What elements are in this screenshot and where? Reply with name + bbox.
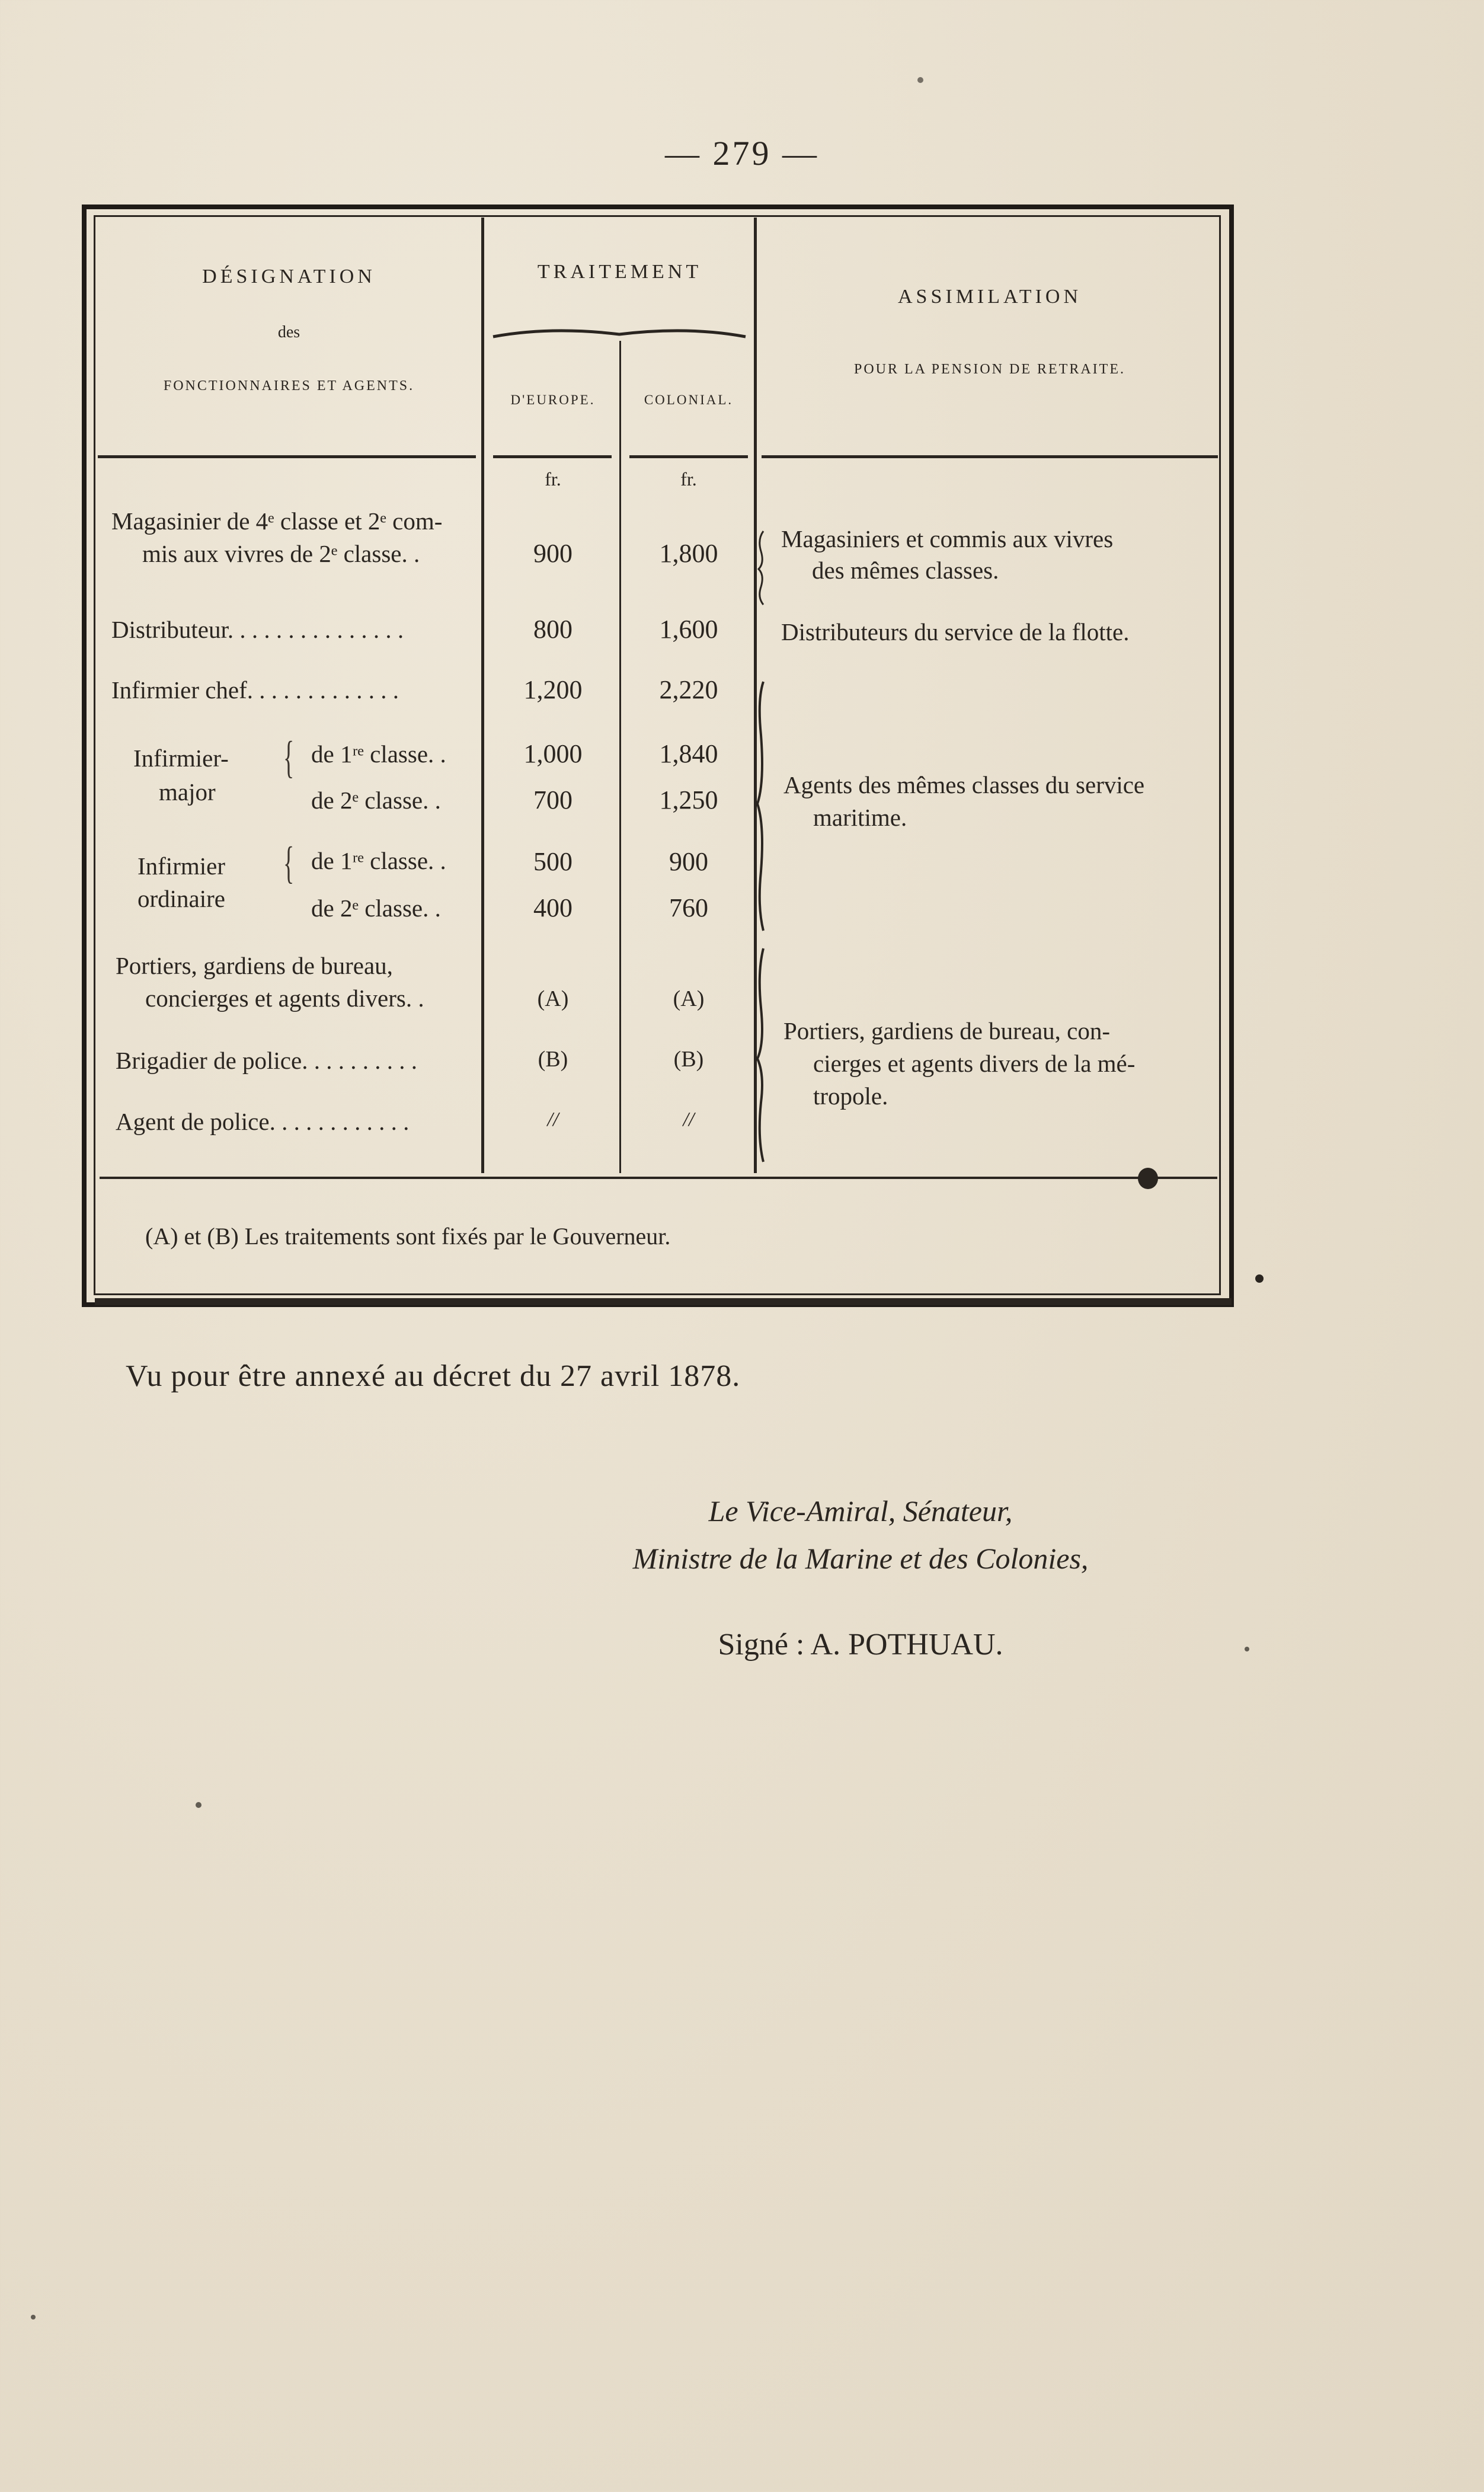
brace: {: [283, 733, 295, 782]
europe-value: 800: [533, 615, 573, 644]
assimilation-text: Magasiniers et commis aux vivres: [781, 525, 1114, 552]
colonial-value: //: [683, 1108, 695, 1130]
signature-title: Le Vice-Amiral, Sénateur,: [708, 1494, 1013, 1528]
signature-ministry: Ministre de la Marine et des Colonies,: [632, 1542, 1089, 1575]
europe-value: 700: [533, 785, 573, 814]
group-label: major: [159, 778, 216, 806]
colonial-value: 760: [669, 893, 708, 922]
europe-value: 500: [533, 847, 573, 876]
designation-sub: FONCTIONNAIRES ET AGENTS.: [163, 378, 415, 394]
europe-value: 1,200: [523, 675, 583, 704]
assimilation-text: tropole.: [813, 1082, 888, 1110]
group-label: Infirmier: [137, 852, 225, 880]
ink-speck: [917, 77, 923, 83]
ink-speck: [196, 1802, 202, 1808]
ink-blot: [1138, 1168, 1158, 1189]
row-label: Distributeur. . . . . . . . . . . . . . .: [111, 616, 404, 643]
europe-header: D'EUROPE.: [510, 392, 596, 407]
unit-europe: fr.: [545, 468, 561, 490]
row-label: Portiers, gardiens de bureau,: [116, 952, 393, 979]
group-label: Infirmier-: [133, 745, 229, 772]
europe-value: 400: [533, 893, 573, 922]
row-label: Agent de police. . . . . . . . . . . .: [116, 1108, 410, 1135]
colonial-value: 2,220: [659, 675, 718, 704]
colonial-value: 1,250: [659, 785, 718, 814]
colonial-value: (B): [673, 1047, 704, 1072]
ink-speck: [1245, 1647, 1249, 1651]
footer-rule: [100, 1177, 1217, 1179]
ink-speck: [1255, 1274, 1264, 1283]
column-divider: [481, 218, 484, 1173]
colonial-value: 900: [669, 847, 708, 876]
designation-des: des: [277, 323, 300, 341]
annex-note: Vu pour être annexé au décret du 27 avril 1878.: [126, 1359, 741, 1393]
header-rule: [493, 455, 612, 458]
row-label: Magasinier de 4ᵉ classe et 2ᵉ com-: [111, 507, 443, 535]
europe-value: 1,000: [523, 739, 583, 768]
signature-name: Signé : A. POTHUAU.: [718, 1628, 1003, 1662]
row-label: concierges et agents divers. .: [145, 985, 424, 1012]
header-rule: [762, 455, 1218, 458]
ink-speck: [31, 2315, 36, 2320]
assimilation-text: cierges et agents divers de la mé-: [813, 1050, 1136, 1077]
page-number: — 279 —: [665, 134, 819, 172]
assimilation-sub: POUR LA PENSION DE RETRAITE.: [853, 362, 1125, 377]
sub-label: de 1ʳᵉ classe. .: [311, 740, 446, 768]
row-label: Brigadier de police. . . . . . . . . .: [116, 1047, 417, 1074]
colonial-header: COLONIAL.: [644, 392, 734, 407]
europe-value: (B): [538, 1047, 568, 1072]
assimilation-text: des mêmes classes.: [812, 557, 999, 584]
unit-colonial: fr.: [680, 468, 697, 490]
header-rule: [98, 455, 476, 458]
table-bottom-rule: [95, 1298, 1232, 1305]
assimilation-text: maritime.: [813, 804, 907, 831]
sub-label: de 1ʳᵉ classe. .: [311, 847, 446, 874]
row-label: mis aux vivres de 2ᵉ classe. .: [142, 540, 420, 567]
traitement-header: TRAITEMENT: [537, 261, 702, 283]
europe-value: //: [547, 1108, 559, 1130]
assimilation-header: ASSIMILATION: [898, 286, 1082, 308]
sub-label: de 2ᵉ classe. .: [311, 787, 441, 814]
assimilation-text: Distributeurs du service de la flotte.: [781, 618, 1130, 646]
assimilation-braces: [753, 522, 776, 1180]
europe-value: (A): [537, 986, 569, 1011]
brace: {: [283, 838, 295, 888]
table-footnote: (A) et (B) Les traitements sont fixés par le Gouverneur.: [145, 1223, 671, 1250]
row-label: Infirmier chef. . . . . . . . . . . . .: [111, 676, 399, 704]
group-label: ordinaire: [137, 885, 225, 912]
designation-header: DÉSIGNATION: [202, 266, 376, 287]
assimilation-text: Portiers, gardiens de bureau, con-: [783, 1017, 1111, 1044]
europe-value: 900: [533, 539, 573, 568]
header-rule: [629, 455, 748, 458]
colonial-value: 1,840: [659, 739, 718, 768]
assimilation-text: Agents des mêmes classes du service: [783, 771, 1145, 798]
colonial-value: 1,800: [659, 539, 718, 568]
traitement-brace: [492, 325, 747, 340]
colonial-value: (A): [673, 986, 705, 1011]
colonial-value: 1,600: [659, 615, 718, 644]
sub-label: de 2ᵉ classe. .: [311, 894, 441, 922]
